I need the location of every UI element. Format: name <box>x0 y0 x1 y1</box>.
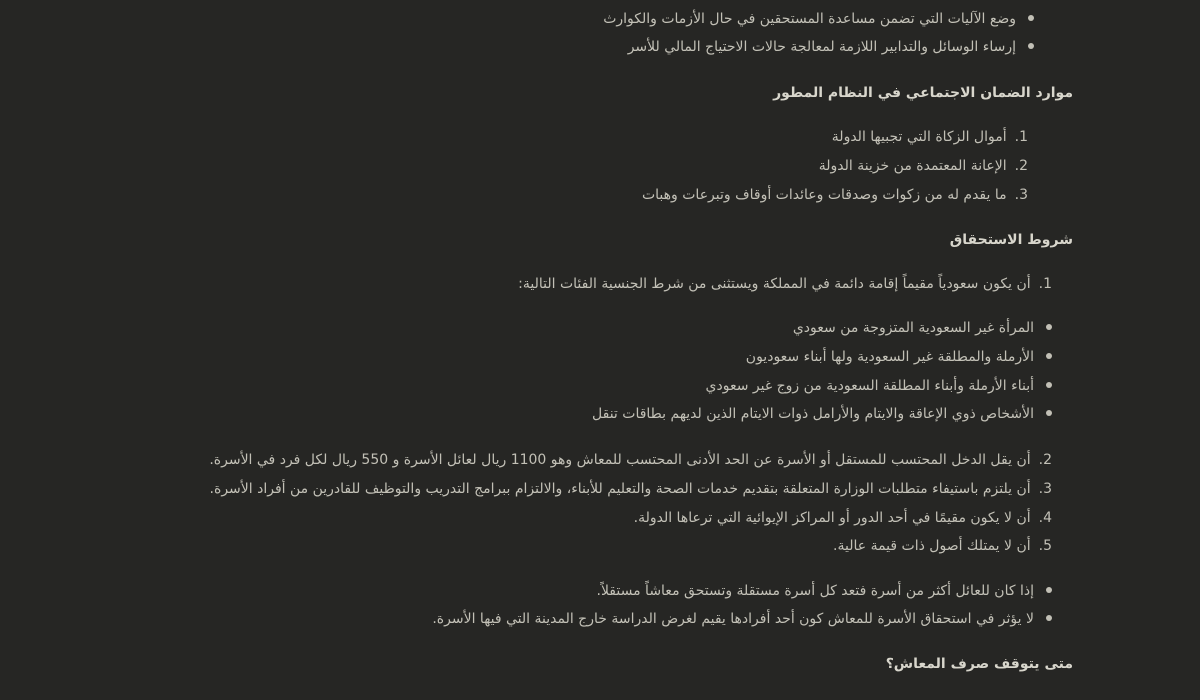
ordered-list-item <box>518 274 1052 294</box>
list-number: 5. <box>1038 538 1052 554</box>
list-item-text: إذا كان للعائل أكثر من أسرة فتعد كل أسرة مستقلة وتستحق معاشاً مستقلاً. <box>596 583 1034 599</box>
list-item-text: الأشخاص ذوي الإعاقة والايتام والأرامل ذوات الايتام الذين لديهم بطاقات تنقل <box>592 406 1034 422</box>
bullet-icon <box>1028 15 1034 21</box>
list-number: 1. <box>1014 129 1028 145</box>
nested-list-item <box>793 318 1052 338</box>
list-item-text: أن يكون سعودياً مقيماً إقامة دائمة في المملكة ويستثنى من شرط الجنسية الفئات التالية: <box>518 276 1031 292</box>
ordered-list-item <box>210 479 1052 499</box>
ordered-list-item <box>819 156 1028 176</box>
section-heading-conditions: شروط الاستحقاق <box>949 232 1073 248</box>
list-number: 3. <box>1014 187 1028 203</box>
ordered-list-item <box>642 185 1028 205</box>
list-item <box>597 581 1053 601</box>
bullet-icon <box>1028 43 1034 49</box>
list-number: 4. <box>1038 510 1052 526</box>
bullet-icon <box>1046 324 1052 330</box>
section-heading-resources: موارد الضمان الاجتماعي في النظام المطور <box>773 85 1073 101</box>
nested-list-item <box>706 376 1052 396</box>
list-number: 2. <box>1014 158 1028 174</box>
list-item-text: وضع الآليات التي تضمن مساعدة المستحقين في حال الأزمات والكوارث <box>603 11 1016 27</box>
list-item-text: أموال الزكاة التي تجبيها الدولة <box>831 129 1007 145</box>
list-item-text: الأرملة والمطلقة غير السعودية ولها أبناء سعوديون <box>745 349 1034 365</box>
list-item-text: أن لا يمتلك أصول ذات قيمة عالية. <box>833 538 1031 554</box>
ordered-list-item <box>209 450 1052 470</box>
list-number: 2. <box>1038 452 1052 468</box>
bullet-icon <box>1046 353 1052 359</box>
nested-list-item <box>746 347 1052 367</box>
list-item-text: أن يقل الدخل المحتسب للمستقل أو الأسرة عن الحد الأدنى المحتسب للمعاش وهو 1100 ريال لعائل الأسرة و 550 ريال لكل فرد في الأسرة. <box>209 452 1031 468</box>
nested-list-item <box>592 404 1052 424</box>
list-item <box>432 609 1052 629</box>
bullet-icon <box>1046 587 1052 593</box>
bullet-icon <box>1046 382 1052 388</box>
list-item-text: الإعانة المعتمدة من خزينة الدولة <box>818 158 1007 174</box>
list-item-text: لا يؤثر في استحقاق الأسرة للمعاش كون أحد أفرادها يقيم لغرض الدراسة خارج المدينة التي فيها الأسرة. <box>432 611 1034 627</box>
list-item-text: إرساء الوسائل والتدابير اللازمة لمعالجة حالات الاحتياج المالي للأسر <box>627 39 1016 55</box>
list-item-text: أبناء الأرملة وأبناء المطلقة السعودية من زوج غير سعودي <box>705 378 1034 394</box>
list-item-text: المرأة غير السعودية المتزوجة من سعودي <box>792 320 1034 336</box>
ordered-list-item <box>832 127 1028 147</box>
list-item-text: ما يقدم له من زكوات وصدقات وعائدات أوقاف وتبرعات وهبات <box>641 187 1007 203</box>
bullet-icon <box>1046 410 1052 416</box>
list-number: 3. <box>1038 481 1052 497</box>
list-item <box>628 37 1034 57</box>
list-number: 1. <box>1038 276 1052 292</box>
ordered-list-item <box>833 536 1052 556</box>
ordered-list-item <box>634 508 1052 528</box>
section-heading-stop: متى يتوقف صرف المعاش؟ <box>885 656 1073 672</box>
bullet-icon <box>1046 615 1052 621</box>
list-item <box>603 9 1034 29</box>
list-item-text: أن يلتزم باستيفاء متطلبات الوزارة المتعلقة بتقديم خدمات الصحة والتعليم للأبناء، والالتزام ببرامج التدريب والتوظيف للقادرين من أفراد الأسرة. <box>209 481 1031 497</box>
list-item-text: أن لا يكون مقيمًا في أحد الدور أو المراكز الإيوائية التي ترعاها الدولة. <box>633 510 1031 526</box>
